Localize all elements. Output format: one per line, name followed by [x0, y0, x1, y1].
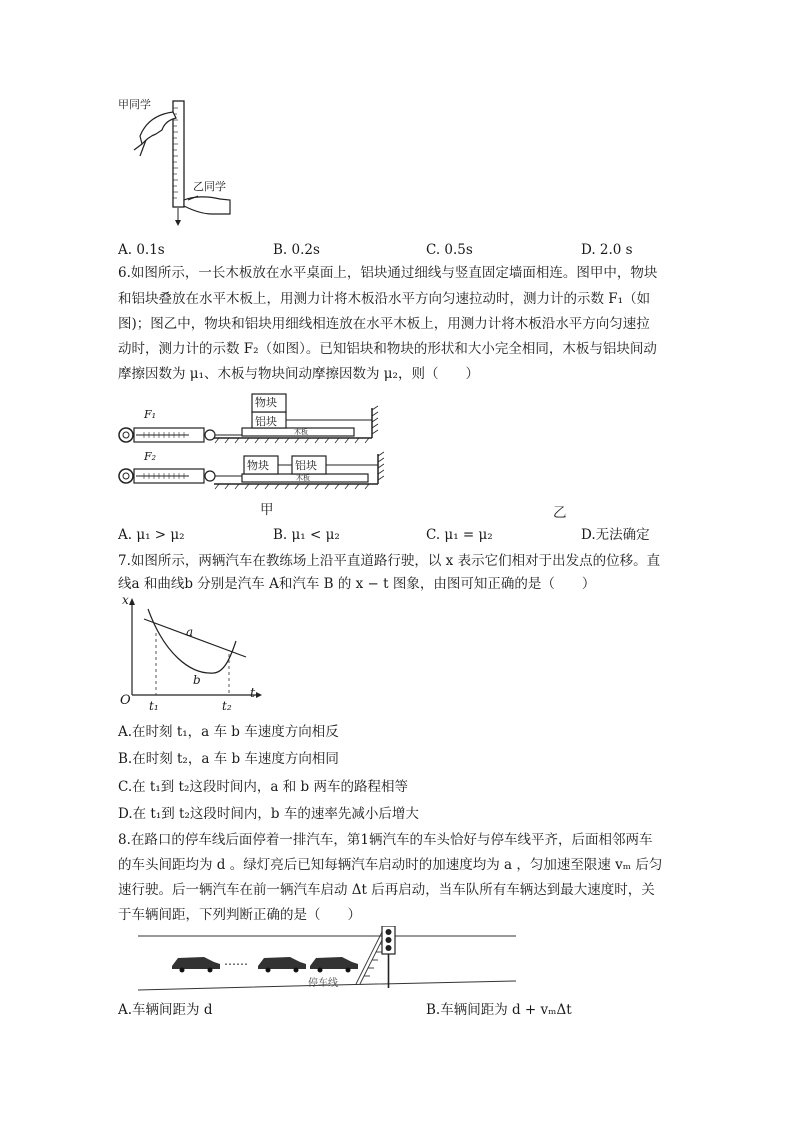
label-lvkuai-bottom: 铝块: [295, 459, 317, 472]
bottom-hand-icon: [184, 197, 230, 214]
q6-line-5: 摩擦因数为 μ₁、木板与物块间动摩擦因数为 μ₂，则（ ）: [118, 366, 479, 382]
graph-t2: t₂: [222, 699, 232, 713]
top-hand-icon: [140, 112, 176, 144]
q5-option-d[interactable]: D. 2.0 s: [581, 242, 633, 258]
down-arrow-icon: [175, 220, 181, 226]
q5-option-a[interactable]: A. 0.1s: [118, 242, 165, 258]
t-axis-arrow-icon: [256, 692, 262, 698]
q8-line-2: 的车头间距均为 d 。绿灯亮后已知每辆汽车启动时的加速度均为 a ，匀加速至限速 vₘ 后匀: [118, 857, 663, 873]
gauge-ring-top: [119, 428, 133, 442]
q8-line-1: 8.在路口的停车线后面停着一排汽车，第1辆汽车的车头恰好与停车线平齐，后面相邻两车: [118, 832, 653, 848]
label-jia-student: 甲同学: [118, 98, 151, 111]
q6-option-b[interactable]: B. μ₁ < μ₂: [273, 527, 340, 543]
q7-xt-graph: [118, 593, 263, 721]
q5-option-c[interactable]: C. 0.5s: [426, 242, 473, 258]
q6-option-c[interactable]: C. μ₁ = μ₂: [426, 527, 493, 543]
q8-line-3: 速行驶。后一辆汽车在前一辆汽车启动 Δt 后再启动，当车队所有车辆达到最大速度时，关: [118, 882, 655, 898]
label-board-bottom: 木板: [296, 474, 310, 482]
q8-line-4: 于车辆间距，下列判断正确的是（ ）: [118, 907, 361, 923]
caption-jia: 甲: [260, 502, 274, 518]
q6-line-1: 6.如图所示，一长木板放在水平桌面上，铝块通过细线与竖直固定墙面相连。图甲中，物块: [118, 265, 658, 281]
q5-figure: [118, 96, 268, 231]
caption-yi: 乙: [553, 505, 567, 521]
q6-figure: [114, 388, 384, 498]
friction-setup-diagram: [114, 388, 384, 498]
label-lvkuai-top: 铝块: [255, 415, 277, 428]
graph-x-label: t: [250, 686, 256, 701]
q8-road-figure: [138, 926, 518, 994]
q7-option-b[interactable]: B.在时刻 t₂，a 车 b 车速度方向相同: [118, 751, 339, 767]
q6-line-4: 动时，测力计的示数 F₂（如图）。已知铝块和物块的形状和大小完全相同，木板与铝块间动: [118, 341, 657, 357]
car-icon: [310, 957, 358, 973]
label-f2: F₂: [144, 450, 157, 463]
label-wukuai-top: 物块: [255, 396, 277, 409]
q8-option-b[interactable]: B.车辆间距为 d + vₘΔt: [426, 1002, 572, 1018]
stop-line-label: 停车线: [308, 978, 338, 989]
graph-label-a: a: [186, 625, 194, 639]
car-icon: [172, 957, 220, 973]
curve-b: [148, 609, 236, 673]
x-axis-arrow-icon: [129, 598, 135, 605]
q6-option-d[interactable]: D.无法确定: [581, 527, 650, 543]
label-wukuai-bottom: 物块: [247, 459, 269, 472]
xt-graph-svg: [118, 593, 263, 721]
q7-line-2: 线a 和曲线b 分别是汽车 A和汽车 B 的 x − t 图象，由图可知正确的是（ ）: [118, 576, 596, 592]
graph-t1: t₁: [149, 699, 159, 713]
graph-origin: O: [120, 693, 131, 708]
label-board-top: 木板: [294, 428, 308, 436]
q7-option-a[interactable]: A.在时刻 t₁，a 车 b 车速度方向相反: [118, 724, 339, 740]
q6-option-a[interactable]: A. μ₁ > μ₂: [118, 527, 185, 543]
label-yi-student: 乙同学: [193, 180, 226, 193]
car-icon: [258, 957, 306, 973]
gauge-ring-bottom: [119, 469, 133, 483]
graph-label-b: b: [193, 673, 201, 687]
label-f1: F₁: [144, 408, 157, 421]
line-a: [144, 619, 246, 657]
q6-line-3: 图)；图乙中，物块和铝块用细线相连放在水平木板上，用测力计将木板沿水平方向匀速拉: [118, 316, 650, 332]
q7-line-1: 7.如图所示，两辆汽车在教练场上沿平直道路行驶，以 x 表示它们相对于出发点的位移。直: [118, 553, 661, 569]
q6-line-2: 和铝块叠放在水平木板上，用测力计将木板沿水平方向匀速拉动时，测力计的示数 F₁（如: [118, 291, 651, 307]
q8-option-a[interactable]: A.车辆间距为 d: [118, 1002, 213, 1018]
car-dots: ……: [224, 954, 248, 968]
q7-option-c[interactable]: C.在 t₁到 t₂这段时间内，a 和 b 两车的路程相等: [118, 779, 408, 795]
q7-option-d[interactable]: D.在 t₁到 t₂这段时间内，b 车的速率先减小后增大: [118, 806, 419, 822]
ruler-drop-diagram: [118, 96, 268, 231]
graph-y-label: x: [122, 593, 129, 607]
q5-option-b[interactable]: B. 0.2s: [273, 242, 320, 258]
